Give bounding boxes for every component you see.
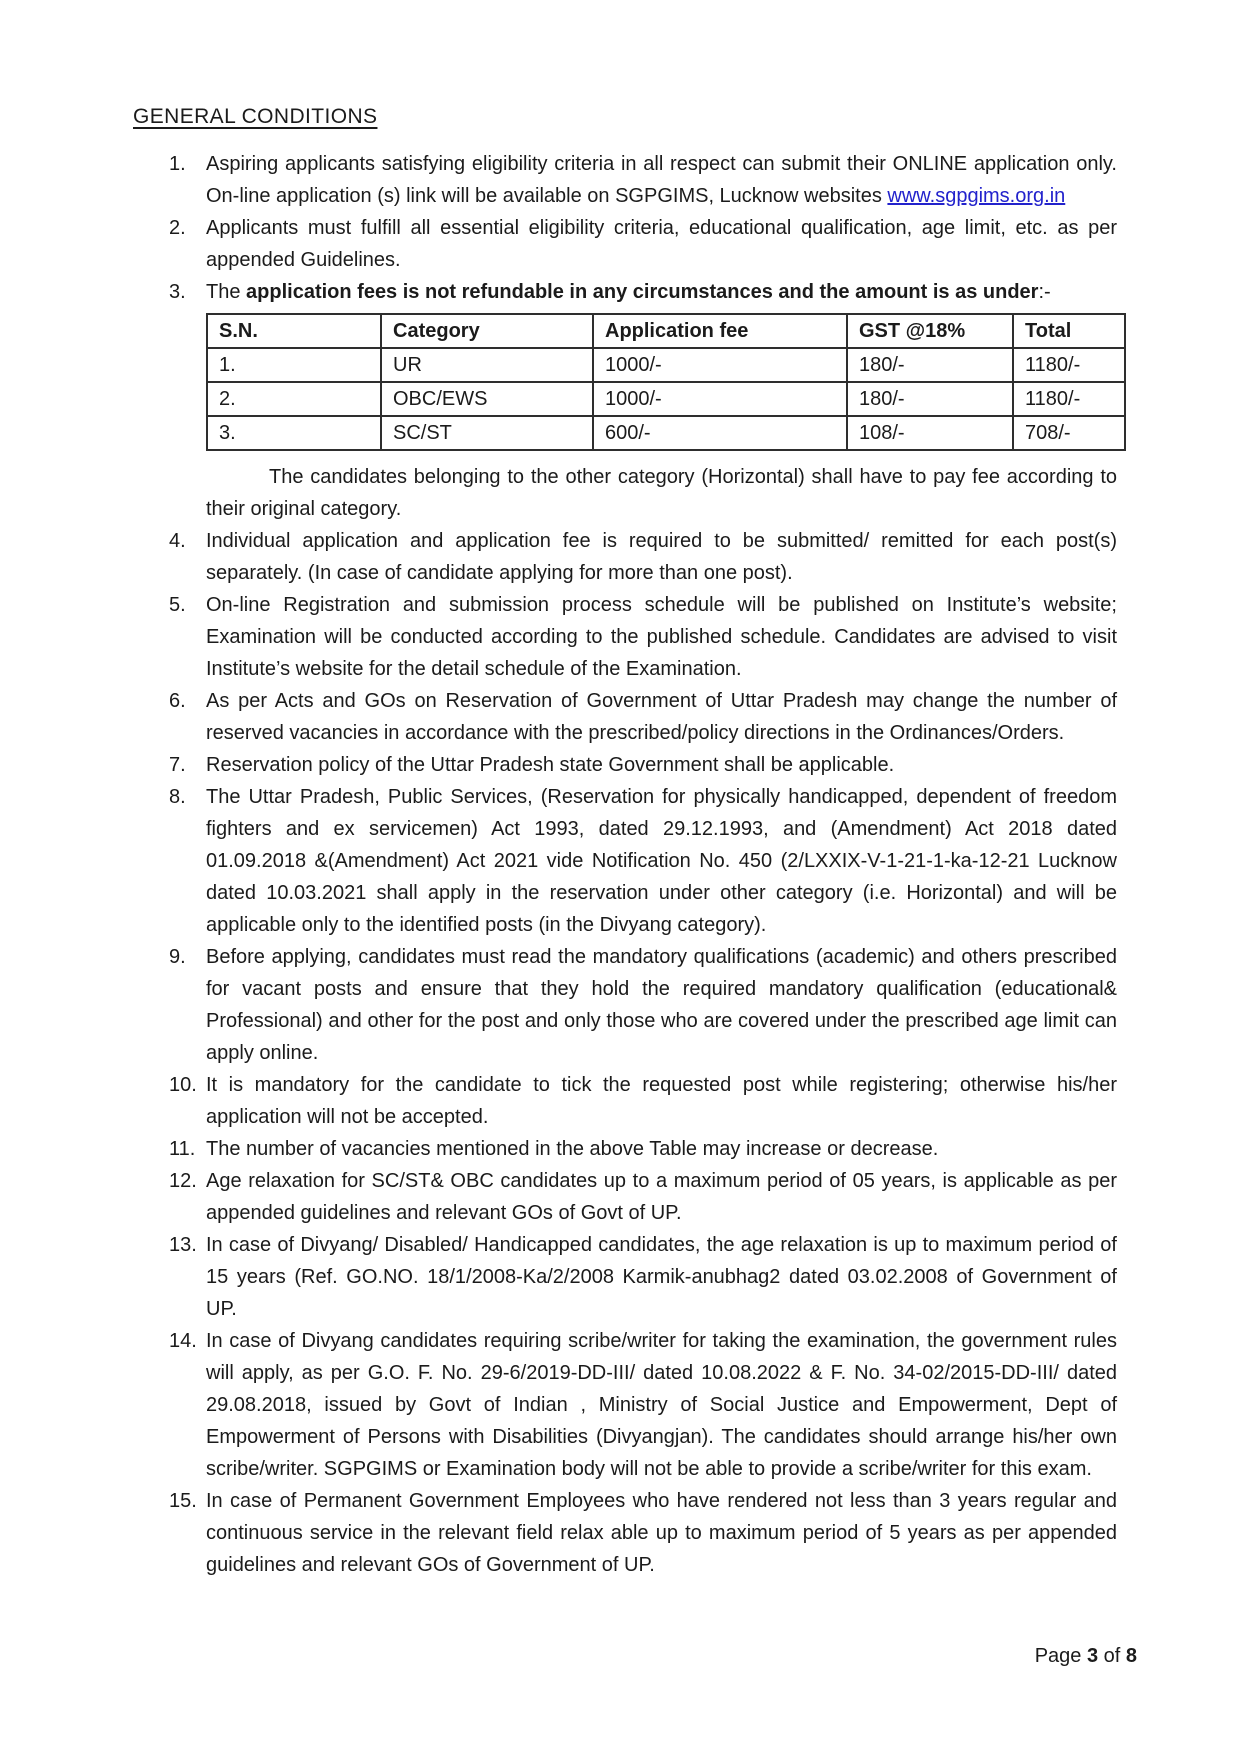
fee-table-cell: 180/- (847, 348, 1013, 382)
item-number: 1. (169, 153, 186, 175)
fee-table-row-obc-ews (207, 382, 1125, 416)
fee-table-cell: 1000/- (593, 348, 847, 382)
fee-clause-lead (206, 276, 1117, 308)
item-text: Individual application and application fee is required to be submitted/ remitted for each post(s) separately. (In case of candidate applying for more than one post). (206, 530, 1117, 584)
fee-table-cell: 3. (207, 416, 381, 450)
fee-table-cell: 708/- (1013, 416, 1125, 450)
item-text-segment: Aspiring applicants satisfying eligibility criteria in all respect can submit their ONLINE application only. On-line application (s) link will be available on SGPGIMS, Lucknow websites (206, 153, 1117, 207)
item-number: 7. (169, 754, 186, 776)
item-text-segment: :- (1038, 281, 1051, 303)
item-number: 12. (169, 1170, 197, 1192)
fee-table-header-total: Total (1013, 314, 1125, 348)
item-text: It is mandatory for the candidate to tick the requested post while registering; otherwise his/her application will not be accepted. (206, 1074, 1117, 1128)
item-number: 2. (169, 217, 186, 239)
fee-table-cell: 1. (207, 348, 381, 382)
list-item-10 (133, 1069, 1117, 1133)
fee-table-header-sn: S.N. (207, 314, 381, 348)
page-content (133, 104, 1117, 1581)
list-item-8 (133, 781, 1117, 941)
item-number: 9. (169, 946, 186, 968)
item-text: As per Acts and GOs on Reservation of Government of Uttar Pradesh may change the number of reserved vacancies in accordance with the prescribed/policy directions in the Ordinances/Orders. (206, 690, 1117, 744)
list-item-4 (133, 525, 1117, 589)
item-text (206, 276, 1117, 525)
list-item-14 (133, 1325, 1117, 1485)
item-text: The number of vacancies mentioned in the above Table may increase or decrease. (206, 1138, 939, 1160)
fee-table-row-ur (207, 348, 1125, 382)
fee-table-cell: 1180/- (1013, 348, 1125, 382)
list-item-2 (133, 212, 1117, 276)
item-number: 13. (169, 1234, 197, 1256)
fee-table-header-gst: GST @18% (847, 314, 1013, 348)
item-number: 3. (169, 281, 186, 303)
fee-table-cell: SC/ST (381, 416, 593, 450)
list-item-15 (133, 1485, 1117, 1581)
fee-table-header-category: Category (381, 314, 593, 348)
list-item-7 (133, 749, 1117, 781)
page-word: Page (1034, 1645, 1087, 1667)
item-text (206, 148, 1117, 212)
general-conditions-list (133, 148, 1117, 1581)
list-item-11 (133, 1133, 1117, 1165)
item-text: Age relaxation for SC/ST& OBC candidates up to a maximum period of 05 years, is applicable as per appended guidelines and relevant GOs of Govt of UP. (206, 1170, 1117, 1224)
fee-category-note: The candidates belonging to the other category (Horizontal) shall have to pay fee according to their original category. (206, 466, 1117, 520)
item-text-segment: The (206, 281, 247, 303)
list-item-3 (133, 276, 1117, 525)
page-number (1035, 1645, 1137, 1668)
fee-table-header-row (207, 314, 1125, 348)
item-number: 14. (169, 1330, 197, 1352)
list-item-1 (133, 148, 1117, 212)
item-text: The Uttar Pradesh, Public Services, (Reservation for physically handicapped, dependent of freedom fighters and ex servicemen) Act 1993, dated 29.12.1993, and (Amendment) Act 2018 dated 01.09.2018 &(Amendment) Act 2021 vide Notification No. 450 (2/LXXIX-V-1-21-1-ka-12-21 Lucknow dated 10.03.2021 shall apply in the reservation under other category (i.e. Horizontal) and will be applicable only to the identified posts (in the Divyang category). (206, 786, 1117, 936)
item-number: 8. (169, 786, 186, 808)
item-number: 6. (169, 690, 186, 712)
item-text: Before applying, candidates must read the mandatory qualifications (academic) and others prescribed for vacant posts and ensure that they hold the required mandatory qualification (educational& Professional) and other for the post and only those who are covered under the prescribed age limit can apply online. (206, 946, 1117, 1064)
sgpgims-website-link[interactable]: www.sgpgims.org.in (887, 185, 1066, 207)
item-text: On-line Registration and submission process schedule will be published on Institute’s website; Examination will be conducted according to the published schedule. Candidates are advised to visit Institute’s website for the detail schedule of the Examination. (206, 594, 1117, 680)
item-number: 15. (169, 1490, 197, 1512)
item-number: 10. (169, 1074, 197, 1096)
item-text: Reservation policy of the Uttar Pradesh state Government shall be applicable. (206, 754, 895, 776)
list-item-13 (133, 1229, 1117, 1325)
list-item-12 (133, 1165, 1117, 1229)
item-number: 11. (169, 1138, 196, 1160)
item-number: 4. (169, 530, 186, 552)
item-text: In case of Divyang candidates requiring scribe/writer for taking the examination, the government rules will apply, as per G.O. F. No. 29-6/2019-DD-III/ dated 10.08.2022 & F. No. 34-02/2015-DD-III/ dated 29.08.2018, issued by Govt of Indian , Ministry of Social Justice and Empowerment, Dept of Empowerment of Persons with Disabilities (Divyangjan). The candidates should arrange his/her own scribe/writer. SGPGIMS or Examination body will not be able to provide a scribe/writer for this exam. (206, 1330, 1117, 1480)
fee-table-row-sc-st (207, 416, 1125, 450)
item-text: In case of Permanent Government Employees who have rendered not less than 3 years regular and continuous service in the relevant field relax able up to maximum period of 5 years as per appended guidelines and relevant GOs of Government of UP. (206, 1490, 1117, 1576)
fee-table-cell: 180/- (847, 382, 1013, 416)
list-item-9 (133, 941, 1117, 1069)
list-item-6 (133, 685, 1117, 749)
fee-table (206, 313, 1126, 451)
of-word: of (1098, 1645, 1126, 1667)
fee-table-header-application-fee: Application fee (593, 314, 847, 348)
item-text: Applicants must fulfill all essential eligibility criteria, educational qualification, age limit, etc. as per appended Guidelines. (206, 217, 1117, 271)
page-total: 8 (1125, 1645, 1137, 1667)
fee-table-cell: 1180/- (1013, 382, 1125, 416)
fee-clause-bold-text: application fees is not refundable in any circumstances and the amount is as under (246, 281, 1039, 303)
item-text: In case of Divyang/ Disabled/ Handicapped candidates, the age relaxation is up to maximum period of 15 years (Ref. GO.NO. 18/1/2008-Ka/2/2008 Karmik-anubhag2 dated 03.02.2008 of Government of UP. (206, 1234, 1117, 1320)
item-number: 5. (169, 594, 186, 616)
section-heading: GENERAL CONDITIONS (133, 105, 378, 128)
fee-table-cell: 600/- (593, 416, 847, 450)
fee-table-cell: 2. (207, 382, 381, 416)
fee-table-cell: OBC/EWS (381, 382, 593, 416)
list-item-5 (133, 589, 1117, 685)
fee-table-cell: 1000/- (593, 382, 847, 416)
fee-table-cell: 108/- (847, 416, 1013, 450)
page-current: 3 (1086, 1645, 1099, 1667)
fee-table-cell: UR (381, 348, 593, 382)
